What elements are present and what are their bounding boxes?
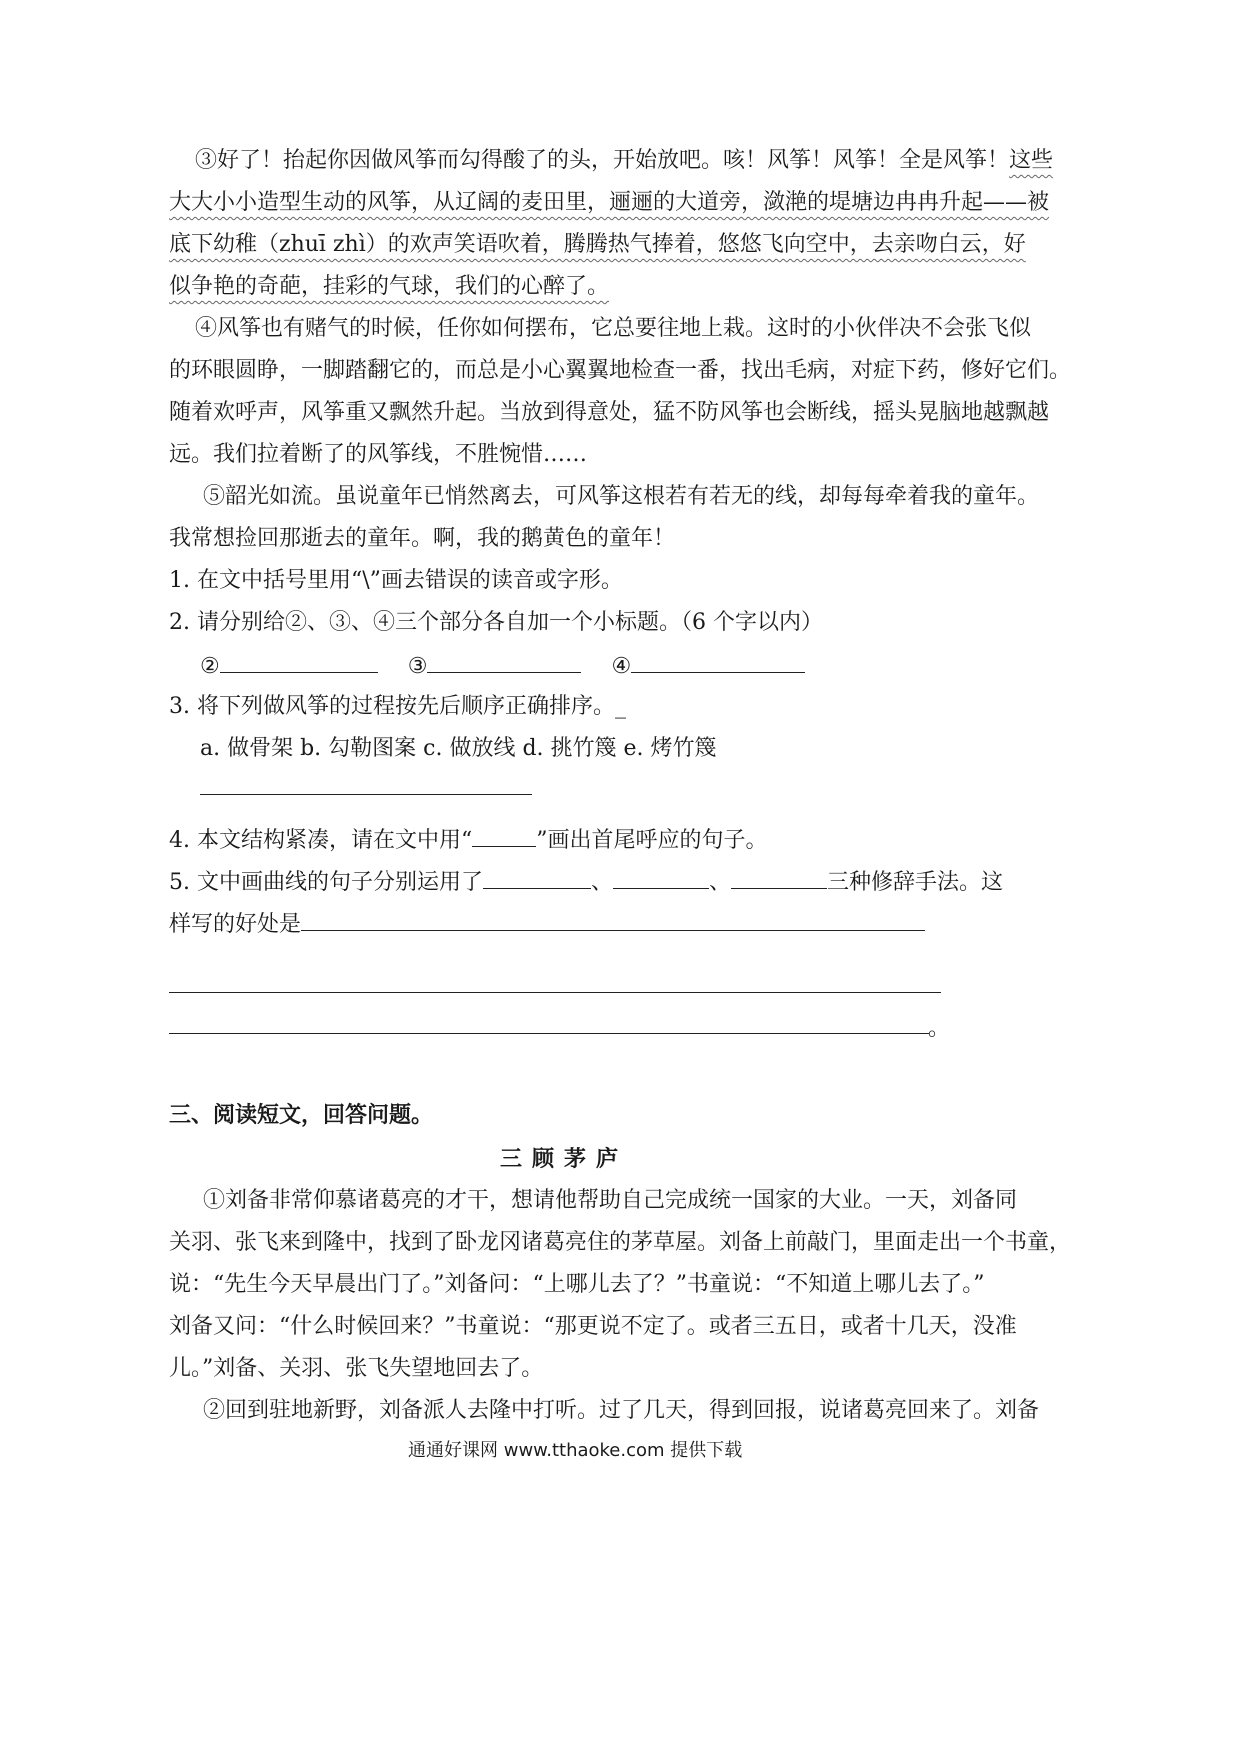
- q5-text-c: 样写的好处是: [169, 912, 302, 937]
- q4-underline-sample: [472, 824, 536, 847]
- q2-label-2: ②: [200, 654, 220, 679]
- p3-text-a: ③好了！抬起你因做风筝而勾得酸了的头，开始放吧。咳！风筝！风筝！全是风筝！: [195, 148, 1010, 173]
- page-footer: 通通好课网 www.tthaoke.com 提供下载: [408, 1440, 743, 1461]
- passage-p4-line1: ④风筝也有赌气的时候，任你如何摆布，它总要往地上栽。这时的小伙伴决不会张飞似: [195, 316, 1032, 341]
- q4-text-b: ”画出首尾呼应的句子。: [536, 828, 768, 853]
- q5-sep-2: 、: [709, 870, 732, 895]
- q5-text-a: 5. 文中画曲线的句子分别运用了: [169, 870, 483, 895]
- q5-answer-line-2[interactable]: [169, 992, 941, 993]
- story-p2-line1: ②回到驻地新野，刘备派人去隆中打听。过了几天，得到回报，说诸葛亮回来了。刘备: [203, 1398, 1040, 1423]
- q5-blank-3[interactable]: [731, 866, 827, 889]
- question-3: 3. 将下列做风筝的过程按先后顺序正确排序。_: [169, 694, 626, 719]
- story-p1-line5: 儿。”刘备、关羽、张飞失望地回去了。: [169, 1356, 544, 1381]
- passage-p3-line3: 底下幼稚（zhuī zhì）的欢声笑语吹着，腾腾热气捧着，悠悠飞向空中，去亲吻白云，好: [169, 232, 1026, 257]
- question-2-answers: [200, 650, 805, 682]
- q2-answer-blank-3[interactable]: [427, 650, 581, 673]
- q5-sep-1: 、: [590, 870, 613, 895]
- q5-text-b: 三种修辞手法。这: [827, 870, 1004, 895]
- passage-p5-line1: ⑤韶光如流。虽说童年已悄然离去，可风筝这根若有若无的线，却每每牵着我的童年。: [203, 484, 1040, 509]
- passage-p4-line2: 的环眼圆睁，一脚踏翻它的，而总是小心翼翼地检查一番，找出毛病，对症下药，修好它们。: [169, 358, 1072, 383]
- q3-answer-line[interactable]: [200, 794, 532, 795]
- q5-answer-line-3[interactable]: [169, 1033, 929, 1034]
- passage-p3-line4: 似争艳的奇葩，挂彩的气球，我们的心醉了。: [169, 274, 610, 299]
- q5-answer-blank[interactable]: [301, 908, 925, 931]
- q2-answer-blank-2[interactable]: [220, 650, 378, 673]
- p3-text-b-wavy: 这些: [1009, 148, 1054, 173]
- story-title: 三顾茅庐: [500, 1146, 629, 1172]
- passage-p3-line2: 大大小小造型生动的风筝，从辽阔的麦田里，逦逦的大道旁，潋滟的堤塘边冉冉升起——被: [169, 190, 1050, 215]
- q2-label-4: ④: [611, 654, 632, 679]
- q4-text-a: 4. 本文结构紧凑，请在文中用“: [169, 828, 473, 853]
- question-1: 1. 在文中括号里用“\”画去错误的读音或字形。: [169, 568, 623, 593]
- q2-answer-blank-4[interactable]: [631, 650, 805, 673]
- story-p1-line2: 关羽、张飞来到隆中，找到了卧龙冈诸葛亮住的茅草屋。刘备上前敲门，里面走出一个书童，: [169, 1230, 1072, 1255]
- passage-p5-line2: 我常想捡回那逝去的童年。啊，我的鹅黄色的童年！: [169, 526, 676, 551]
- story-p1-line1: ①刘备非常仰慕诸葛亮的才干，想请他帮助自己完成统一国家的大业。一天，刘备同: [203, 1188, 1018, 1213]
- section-3-heading: 三、阅读短文，回答问题。: [169, 1102, 434, 1128]
- question-3-options: a. 做骨架 b. 勾勒图案 c. 做放线 d. 挑竹篾 e. 烤竹篾: [200, 736, 717, 761]
- question-5-line2: [169, 908, 925, 940]
- question-2: 2. 请分别给②、③、④三个部分各自加一个小标题。（6 个字以内）: [169, 610, 823, 635]
- passage-p4-line3: 随着欢呼声，风筝重又飘然升起。当放到得意处，猛不防风筝也会断线，摇头晃脑地越飘越: [169, 400, 1050, 425]
- q5-blank-2[interactable]: [613, 866, 709, 889]
- q2-label-3: ③: [407, 654, 428, 679]
- story-p1-line4: 刘备又问：“什么时候回来？”书童说：“那更说不定了。或者三五日，或者十几天，没准: [169, 1314, 1017, 1339]
- passage-p3-line1: [195, 146, 1053, 176]
- question-4: [169, 824, 767, 856]
- question-5: [169, 866, 1003, 898]
- passage-p4-line4: 远。我们拉着断了的风筝线，不胜惋惜……: [169, 442, 588, 467]
- q5-blank-1[interactable]: [483, 866, 591, 889]
- story-p1-line3: 说：“先生今天早晨出门了。”刘备问：“上哪儿去了？”书童说：“不知道上哪儿去了。”: [169, 1272, 985, 1297]
- q5-end-mark: 。: [928, 1016, 951, 1041]
